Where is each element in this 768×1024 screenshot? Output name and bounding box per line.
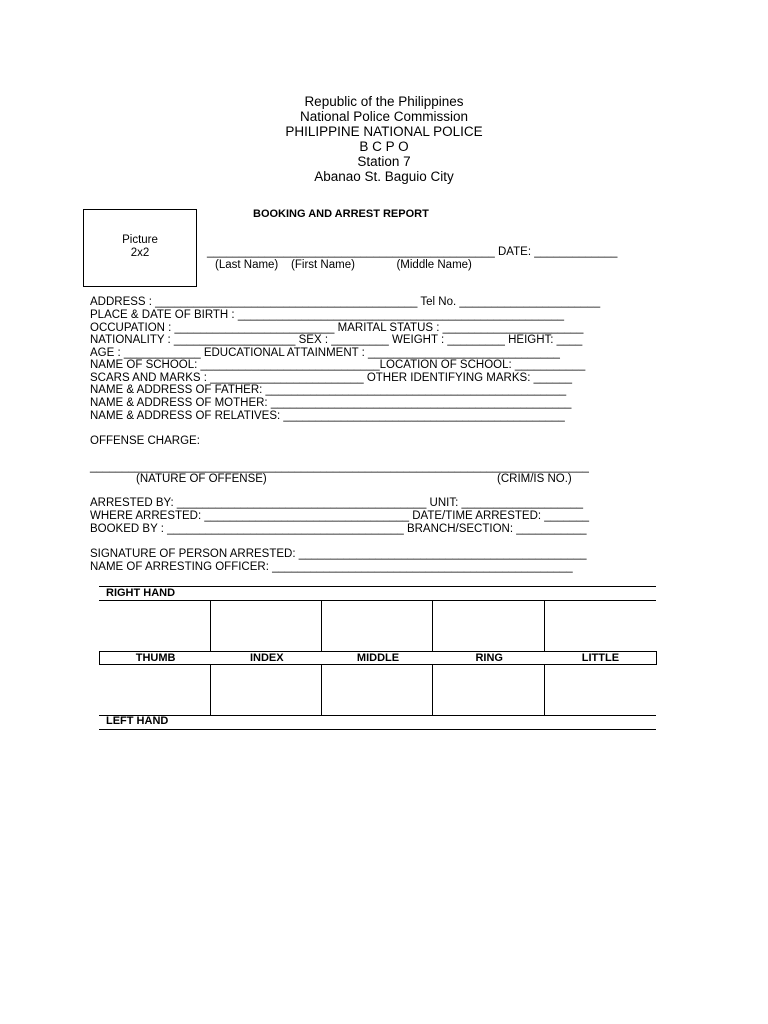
letterhead [0, 94, 768, 184]
occupation-field[interactable]: OCCUPATION : _________________________ MARITAL STATUS : ______________________ [90, 322, 584, 334]
photo-size: 2x2 [130, 247, 150, 259]
finger-index-label: INDEX [249, 652, 284, 664]
mother-field[interactable]: NAME & ADDRESS OF MOTHER: _______________________________________________ [90, 397, 572, 409]
father-field[interactable]: NAME & ADDRESS OF FATHER: _______________________________________________ [90, 384, 567, 396]
nature-label: (NATURE OF OFFENSE) [136, 473, 267, 485]
right-hand-rule [99, 600, 656, 601]
right-hand-label: RIGHT HAND [106, 587, 176, 599]
photo-label [84, 234, 196, 260]
left-hand-rule [99, 715, 656, 716]
finger-ring-label: RING [475, 652, 503, 664]
name-date-field[interactable]: _____________________________________________ DATE: _____________ [207, 246, 618, 258]
finger-little-label: LITTLE [581, 652, 620, 664]
letterhead-republic: Republic of the Philippines [304, 94, 464, 109]
cell-divider [432, 600, 433, 651]
birth-field[interactable]: PLACE & DATE OF BIRTH : ___________________________________________________ [90, 309, 565, 321]
photo-label-text: Picture [122, 234, 158, 246]
name-sublabels: (Last Name) (First Name) (Middle Name) [215, 259, 472, 271]
signature-field[interactable]: SIGNATURE OF PERSON ARRESTED: _____________________________________________ [90, 548, 587, 560]
left-hand-label: LEFT HAND [106, 715, 169, 727]
relatives-field[interactable]: NAME & ADDRESS OF RELATIVES: ____________________________________________ [90, 410, 565, 422]
arrested-by-field[interactable]: ARRESTED BY: _______________________________________ UNIT: ___________________ [90, 497, 584, 509]
fp-bottom-rule [99, 729, 656, 730]
cell-divider [321, 665, 322, 715]
arresting-officer-field[interactable]: NAME OF ARRESTING OFFICER: _______________________________________________ [90, 561, 573, 573]
cell-divider [544, 665, 545, 715]
offense-label: OFFENSE CHARGE: [90, 435, 200, 447]
cell-divider [210, 665, 211, 715]
letterhead-office: B C P O [359, 139, 409, 154]
finger-names-row [99, 651, 657, 665]
finger-thumb-label: THUMB [135, 652, 176, 664]
school-field[interactable]: NAME OF SCHOOL: ____________________________LOCATION OF SCHOOL: ___________ [90, 359, 586, 371]
finger-middle-label: MIDDLE [356, 652, 400, 664]
form-title: BOOKING AND ARREST REPORT [253, 208, 429, 220]
cell-divider [210, 600, 211, 651]
cell-divider [432, 665, 433, 715]
where-arrested-field[interactable]: WHERE ARRESTED: ________________________________ DATE/TIME ARRESTED: _______ [90, 510, 590, 522]
booked-by-field[interactable]: BOOKED BY : _____________________________________ BRANCH/SECTION: ___________ [90, 523, 587, 535]
photo-box [83, 209, 197, 287]
fp-top-rule [99, 586, 656, 587]
letterhead-station: Station 7 [357, 154, 411, 169]
letterhead-address: Abanao St. Baguio City [314, 169, 454, 184]
scars-field[interactable]: SCARS AND MARKS : ________________________ OTHER IDENTIFYING MARKS: ______ [90, 372, 572, 384]
address-field[interactable]: ADDRESS : _________________________________________ Tel No. ______________________ [90, 296, 601, 308]
cell-divider [321, 600, 322, 651]
age-field[interactable]: AGE : ____________ EDUCATIONAL ATTAINMENT : ______________________________ [90, 347, 560, 359]
crim-label: (CRIM/IS NO.) [497, 473, 572, 485]
letterhead-agency: PHILIPPINE NATIONAL POLICE [285, 124, 483, 139]
offense-line[interactable]: ______________________________________________________________________________ [90, 461, 589, 473]
letterhead-commission: National Police Commission [299, 109, 469, 124]
cell-divider [544, 600, 545, 651]
nationality-field[interactable]: NATIONALITY : ___________________ SEX : _________ WEIGHT : _________ HEIGHT: ____ [90, 334, 583, 346]
